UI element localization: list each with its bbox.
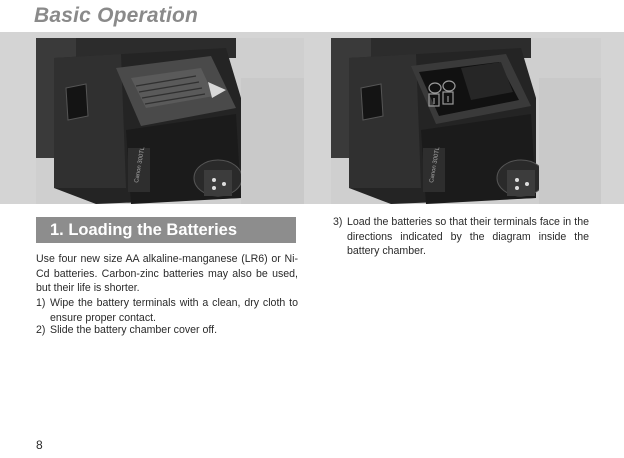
step-2-text: Slide the battery chamber cover off. [50,324,218,336]
svg-text:Canon 300TL: Canon 300TL [134,146,147,184]
step-3-number: 3) [333,216,343,228]
step-1 [36,296,298,325]
step-1-text: Wipe the battery terminals with a clean, dry cloth to ensure proper contact. [50,297,298,324]
step-2-number: 2) [36,324,46,336]
step-1-number: 1) [36,297,46,309]
section-title-loading-batteries: 1. Loading the Batteries [36,217,296,243]
photo-battery-compartment-open [331,38,601,204]
step-2 [36,323,298,338]
page-number: 8 [36,438,43,452]
step-3-text: Load the batteries so that their terminals face in the directions indicated by the diagram inside the battery chamber. [347,216,589,258]
photo-battery-cover-closed [36,38,304,204]
battery-intro-paragraph: Use four new size AA alkaline-manganese (LR6) or Ni-Cd batteries. Carbon-zinc batteries may also be used, but their life is shorter. [36,253,298,295]
step-3 [333,215,589,259]
svg-text:Canon 300TL: Canon 300TL [429,146,442,184]
page-header-title: Basic Operation [34,4,199,27]
